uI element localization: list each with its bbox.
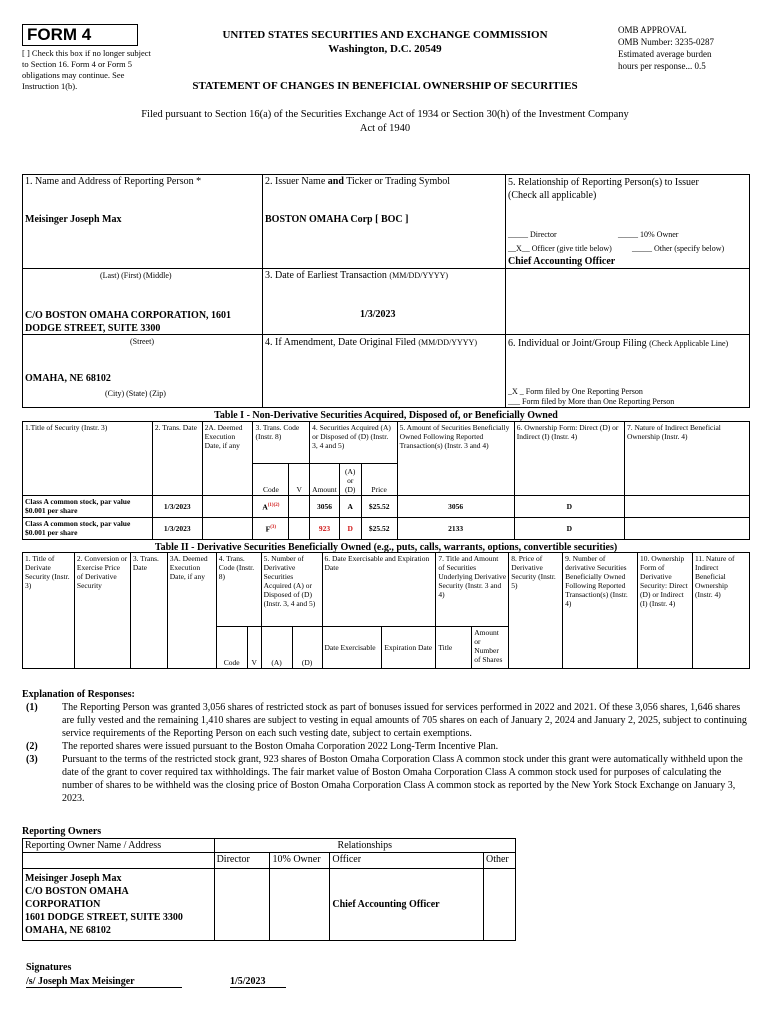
box1-label: 1. Name and Address of Reporting Person *	[25, 176, 202, 187]
address-line-2: DODGE STREET, SUITE 3300	[25, 323, 161, 334]
t2-sub-exercisable: Date Exercisable	[322, 627, 382, 669]
t2-sub-expiration: Expiration Date	[382, 627, 436, 669]
row2-title: Class A common stock, par value $0.001 per share	[23, 518, 153, 540]
agency-header	[170, 28, 600, 56]
table-row	[23, 869, 516, 941]
t2-h5: 5. Number of Derivative Securities Acquired (A) or Disposed of (D) (Instr. 3, 4 and 5)	[261, 553, 322, 627]
table-row	[23, 496, 750, 518]
t2-h3a: 3A. Deemed Execution Date, if any	[167, 553, 216, 669]
t1-sub-code: Code	[253, 464, 289, 496]
issuer-name: BOSTON OMAHA Corp [ BOC ]	[265, 214, 409, 225]
filing-more-option[interactable]: ___ Form filed by More than One Reporting Person	[508, 397, 675, 406]
signer-name: /s/ Joseph Max Meisinger	[26, 976, 182, 988]
person-address	[25, 309, 231, 335]
row1-owned: 3056	[397, 496, 514, 518]
owners-col-relationships: Relationships	[214, 839, 515, 853]
signature-date: 1/5/2023	[230, 976, 286, 988]
officer-option[interactable]: __X__ Officer (give title below)	[508, 244, 612, 253]
t2-h7: 7. Title and Amount of Securities Underlying Derivative Security (Instr. 3 and 4)	[436, 553, 509, 627]
owners-col-other: Other	[483, 853, 515, 869]
footnote-1: (1) The Reporting Person was granted 3,056 shares of restricted stock as part of bonuses issued for services performed in 2022 and 2021. Of these 3,056 shares, 1,646 shares are fully vested and the remaining 1,410 shares are subject to vesting in equal amounts of 705 shares on each of January 2, 2024 and January 2, 2025, subject to continuing service requirements of the Reporting Person on each such vesting date, subject to certain exemptions.	[26, 702, 747, 739]
row2-aord: D	[339, 518, 361, 540]
t1-h1: 1.Title of Security (Instr. 3)	[23, 422, 153, 496]
row2-amount: 923	[310, 518, 340, 540]
t2-sub-a: (A)	[261, 627, 292, 669]
t2-h1: 1. Title of Derivate Security (Instr. 3)	[23, 553, 75, 669]
box3-label: 3. Date of Earliest Transaction (MM/DD/YYYY)	[265, 270, 449, 281]
earliest-date: 1/3/2023	[360, 309, 396, 320]
row1-price: $25.52	[361, 496, 397, 518]
row1-date: 1/3/2023	[152, 496, 202, 518]
omb-approval	[618, 24, 758, 72]
agency-name: UNITED STATES SECURITIES AND EXCHANGE COMMISSION	[222, 29, 548, 41]
city-label: (City) (State) (Zip)	[105, 389, 166, 398]
table2-title: Table II - Derivative Securities Beneficially Owned (e.g., puts, calls, warrants, options, convertible securities)	[154, 542, 618, 553]
table1-title: Table I - Non-Derivative Securities Acquired, Disposed of, or Beneficially Owned	[214, 410, 558, 421]
row2-code: $F^{(3)}$	[253, 518, 289, 540]
footnote-2: (2) The reported shares were issued pursuant to the Boston Omaha Corporation 2022 Long-Term Incentive Plan.	[26, 741, 499, 752]
filed-pursuant: Filed pursuant to Section 16(a) of the Securities Exchange Act of 1934 or Section 30(h) of the Investment Company Act of 1940	[141, 109, 629, 134]
city-line: OMAHA, NE 68102	[25, 373, 111, 384]
explanation	[22, 688, 752, 805]
row1-amount: 3056	[310, 496, 340, 518]
t1-h7: 7. Nature of Indirect Beneficial Ownership (Instr. 4)	[624, 422, 749, 496]
t2-h3: 3. Trans. Date	[130, 553, 167, 669]
name-parts-label: (Last) (First) (Middle)	[100, 271, 172, 280]
t2-h11: 11. Nature of Indirect Beneficial Ownership (Instr. 4)	[692, 553, 749, 669]
form-label: FORM 4	[22, 24, 138, 46]
explanation-title: Explanation of Responses:	[22, 689, 135, 700]
row1-aord: A	[339, 496, 361, 518]
owners-col-director: Director	[214, 853, 270, 869]
t2-h4: 4. Trans. Code (Instr. 8)	[216, 553, 261, 627]
reporting-grid	[22, 174, 750, 408]
row1-code: $A^{(1)(2)}$	[253, 496, 289, 518]
t2-h6: 6. Date Exercisable and Expiration Date	[322, 553, 436, 627]
t1-h3: 3. Trans. Code (Instr. 8)	[253, 422, 310, 464]
t2-sub-amount: Amount or Number of Shares	[472, 627, 509, 669]
officer-title: Chief Accounting Officer	[508, 256, 616, 267]
owner-option[interactable]: _____ 10% Owner	[618, 230, 679, 239]
row1-title: Class A common stock, par value $0.001 per share	[23, 496, 153, 518]
owners-title: Reporting Owners	[22, 826, 102, 837]
owners-col-officer: Officer	[330, 853, 484, 869]
box4-label: 4. If Amendment, Date Original Filed (MM/DD/YYYY)	[265, 337, 477, 348]
omb-title: OMB APPROVAL	[618, 25, 687, 35]
statement-title: STATEMENT OF CHANGES IN BENEFICIAL OWNERSHIP OF SECURITIES	[192, 80, 578, 92]
table-row	[23, 518, 750, 540]
t2-h2: 2. Conversion or Exercise Price of Derivative Security	[74, 553, 130, 669]
t2-h9: 9. Number of derivative Securities Beneficially Owned Following Reported Transaction(s) (Instr. 4)	[563, 553, 638, 669]
row2-owned: 2133	[397, 518, 514, 540]
t2-h10: 10. Ownership Form of Derivative Security: Direct (D) or Indirect (I) (Instr. 4)	[638, 553, 693, 669]
director-option[interactable]: _____ Director	[508, 230, 557, 239]
table2	[22, 552, 750, 669]
t1-sub-v: V	[289, 464, 310, 496]
omb-burden: Estimated average burden	[618, 49, 712, 59]
owners-table	[22, 838, 516, 941]
filing-one-option[interactable]: _X _ Form filed by One Reporting Person	[508, 387, 643, 396]
box6-label: 6. Individual or Joint/Group Filing (Check Applicable Line)	[508, 338, 729, 349]
checkbox-note: [ ] Check this box if no longer subject to Section 16. Form 4 or Form 5 obligations may continue. See Instruction 1(b).	[22, 48, 151, 91]
agency-location: Washington, D.C. 20549	[328, 43, 442, 55]
owner-officer-value: Chief Accounting Officer	[330, 869, 484, 941]
row2-price: $25.52	[361, 518, 397, 540]
t2-sub-code: Code	[216, 627, 247, 669]
t1-sub-price: Price	[361, 464, 397, 496]
t2-sub-d: (D)	[292, 627, 322, 669]
other-option[interactable]: _____ Other (specify below)	[632, 244, 725, 253]
omb-number: OMB Number: 3235-0287	[618, 37, 714, 47]
t1-h2: 2. Trans. Date	[152, 422, 202, 496]
box2-label: 2. Issuer Name and Ticker or Trading Symbol	[265, 176, 451, 187]
t1-h2a: 2A. Deemed Execution Date, if any	[202, 422, 253, 496]
t2-sub-v: V	[247, 627, 261, 669]
address-line-1: C/O BOSTON OMAHA CORPORATION, 1601	[25, 310, 232, 321]
row1-form: D	[514, 496, 624, 518]
row2-form: D	[514, 518, 624, 540]
footnote-3: (3) Pursuant to the terms of the restricted stock grant, 923 shares of Boston Omaha Corporation Class A common stock under this grant were automatically withheld upon the date of the grant to cover required tax withholdings. The fair market value of Boston Omaha Corporation Class A common stock used for purposes of calculating the number of shares to be withheld was the closing price of Boston Omaha Corporation Class A common stock as reported by the New York Stock Exchange on January 3, 2023.	[26, 754, 743, 804]
omb-hours: hours per response... 0.5	[618, 61, 706, 71]
t1-h4: 4. Securities Acquired (A) or Disposed of (D) (Instr. 3, 4 and 5)	[310, 422, 397, 464]
t1-h5: 5. Amount of Securities Beneficially Owned Following Reported Transaction(s) (Instr. 3 and 4)	[397, 422, 514, 496]
t2-sub-title: Title	[436, 627, 472, 669]
owners-col-owner: 10% Owner	[270, 853, 330, 869]
signatures-title: Signatures	[26, 962, 72, 973]
t1-sub-amount: Amount	[310, 464, 340, 496]
t1-h6: 6. Ownership Form: Direct (D) or Indirect (I) (Instr. 4)	[514, 422, 624, 496]
owner-name-address: Meisinger Joseph Max C/O BOSTON OMAHA CORPORATION 1601 DODGE STREET, SUITE 3300 OMAHA, NE 68102	[23, 869, 215, 941]
t1-sub-aord: (A) or (D)	[339, 464, 361, 496]
table1	[22, 421, 750, 540]
t2-h8: 8. Price of Derivative Security (Instr. 5)	[509, 553, 563, 669]
row2-date: 1/3/2023	[152, 518, 202, 540]
box5-label: 5. Relationship of Reporting Person(s) to Issuer (Check all applicable)	[508, 177, 699, 201]
street-label: (Street)	[130, 337, 154, 346]
person-name: Meisinger Joseph Max	[25, 214, 122, 225]
owners-col-name: Reporting Owner Name / Address	[23, 839, 215, 853]
